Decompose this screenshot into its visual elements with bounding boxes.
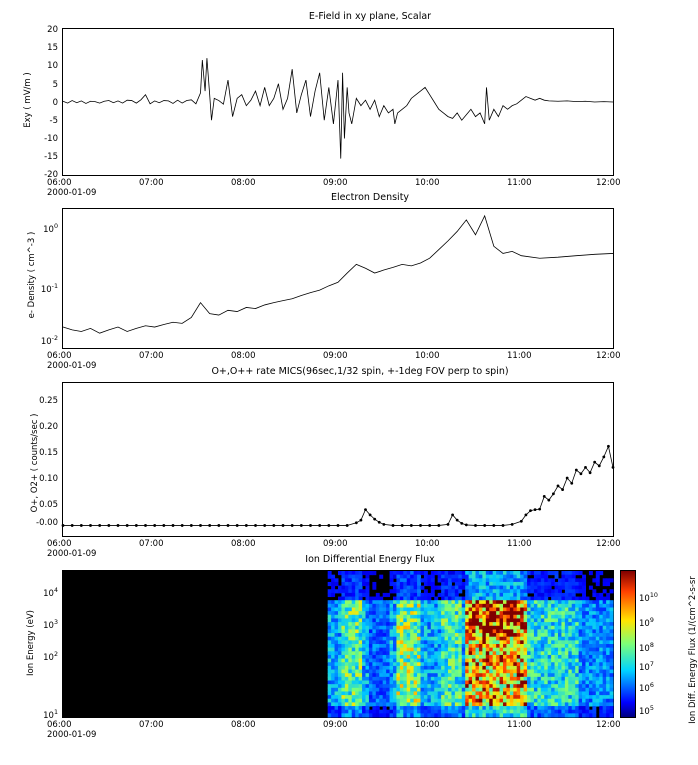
panel-3-xtick-6: 12:00 — [596, 539, 621, 549]
colorbar-gradient — [621, 571, 635, 717]
panel-2-ylabel: e- Density ( cm^-3 ) — [27, 231, 37, 319]
panel-4-ytick-1e1: $10^1$ — [43, 708, 58, 721]
panel-4-xtick-5: 11:00 — [507, 720, 532, 730]
panel-4-spectrogram — [63, 571, 613, 717]
panel-3-ytick-0.20: 0.20 — [39, 422, 58, 432]
panel-2-xtick-6: 12:00 — [596, 351, 621, 361]
panel-4-xtick-6: 12:00 — [596, 720, 621, 730]
panel-3-ytick-0.15: 0.15 — [39, 448, 58, 458]
panel-2-xtick-3: 09:00 — [323, 351, 348, 361]
panel-2-ytick-0.1: $10^{-1}$ — [40, 282, 58, 295]
panel-1-title: E-Field in xy plane, Scalar — [308, 11, 432, 22]
panel-3-xtick-3: 09:00 — [323, 539, 348, 549]
panel-1-frame — [62, 28, 614, 176]
panel-1-ytick-m5: -5 — [49, 116, 58, 126]
panel-4-xtick-4: 10:00 — [415, 720, 440, 730]
colorbar-tick-2: $10^8$ — [639, 641, 654, 654]
panel-2-ytick-1: $10^0$ — [43, 222, 58, 235]
panel-4-xtick-0: 06:00 — [47, 720, 72, 730]
panel-2-xtick-1: 07:00 — [139, 351, 164, 361]
panel-1-ytick-0: 0 — [52, 98, 58, 108]
panel-4-ytick-1e3: $10^3$ — [43, 618, 58, 631]
panel-3-xtick-1: 07:00 — [139, 539, 164, 549]
panel-3-ytick-0.05: 0.05 — [39, 500, 58, 510]
panel-3-xtick-4: 10:00 — [415, 539, 440, 549]
panel-2-ytick-0.01: $10^{-2}$ — [40, 334, 58, 347]
panel-2-xtick-5: 11:00 — [507, 351, 532, 361]
colorbar-tick-5: $10^5$ — [639, 704, 654, 717]
panel-1-xtick-4: 10:00 — [415, 178, 440, 188]
panel-3-frame — [62, 382, 614, 537]
panel-1-ytick-10: 10 — [47, 61, 58, 71]
panel-2-xtick-4: 10:00 — [415, 351, 440, 361]
panel-4-ytick-1e2: $10^2$ — [43, 650, 58, 663]
panel-3-xtick-0: 06:00 — [47, 539, 72, 549]
colorbar-title: Ion Diff. Energy Flux (1/(cm^2-s-sr — [688, 576, 698, 724]
panel-1-xtick-5: 11:00 — [507, 178, 532, 188]
panel-2-title: Electron Density — [330, 192, 410, 203]
colorbar-tick-0: $10^{10}$ — [639, 591, 658, 604]
colorbar — [620, 570, 636, 718]
panel-2-frame — [62, 208, 614, 349]
panel-1-ylabel: Exy ( mV/m ) — [23, 72, 33, 128]
panel-1-ytick-5: 5 — [52, 80, 58, 90]
panel-4-frame — [62, 570, 614, 718]
panel-1-xtick-3: 09:00 — [323, 178, 348, 188]
panel-1-date-label: 2000-01-09 — [47, 188, 97, 198]
panel-2-date-label: 2000-01-09 — [47, 361, 97, 371]
panel-1-ytick-20: 20 — [47, 25, 58, 35]
panel-4-date-label: 2000-01-09 — [47, 730, 97, 740]
panel-4-ytick-1e4: $10^4$ — [43, 586, 58, 599]
panel-4-xtick-2: 08:00 — [231, 720, 256, 730]
panel-3-ytick-0.10: 0.10 — [39, 474, 58, 484]
panel-4-xtick-1: 07:00 — [139, 720, 164, 730]
panel-4-xtick-3: 09:00 — [323, 720, 348, 730]
panel-3-xtick-2: 08:00 — [231, 539, 256, 549]
panel-1-xtick-0: 06:00 — [47, 178, 72, 188]
colorbar-tick-4: $10^6$ — [639, 681, 654, 694]
panel-4-title: Ion Differential Energy Flux — [305, 554, 435, 565]
panel-2-plot — [63, 209, 613, 348]
panel-3-ytick-0.00: -0.00 — [36, 518, 58, 528]
panel-2-xtick-2: 08:00 — [231, 351, 256, 361]
colorbar-tick-1: $10^9$ — [639, 616, 654, 629]
panel-4-ylabel: Ion Energy (eV) — [26, 610, 36, 676]
panel-1-ytick-15: 15 — [47, 43, 58, 53]
panel-3-ylabel: O+, O2+ ( counts/sec ) — [30, 413, 40, 513]
colorbar-tick-3: $10^7$ — [639, 660, 654, 673]
panel-1-xtick-1: 07:00 — [139, 178, 164, 188]
panel-1-plot — [63, 29, 613, 175]
panel-3-ytick-0.25: 0.25 — [39, 396, 58, 406]
panel-2-xtick-0: 06:00 — [47, 351, 72, 361]
panel-1-xtick-2: 08:00 — [231, 178, 256, 188]
panel-1-xtick-6: 12:00 — [596, 178, 621, 188]
panel-3-plot — [63, 383, 613, 536]
panel-3-title: O+,O++ rate MICS(96sec,1/32 spin, +-1deg FOV perp to spin) — [211, 366, 509, 377]
panel-1-ytick-m15: -15 — [44, 152, 58, 162]
panel-3-date-label: 2000-01-09 — [47, 549, 97, 559]
panel-3-xtick-5: 11:00 — [507, 539, 532, 549]
panel-1-ytick-m20: -20 — [44, 170, 58, 180]
panel-1-ytick-m10: -10 — [44, 134, 58, 144]
